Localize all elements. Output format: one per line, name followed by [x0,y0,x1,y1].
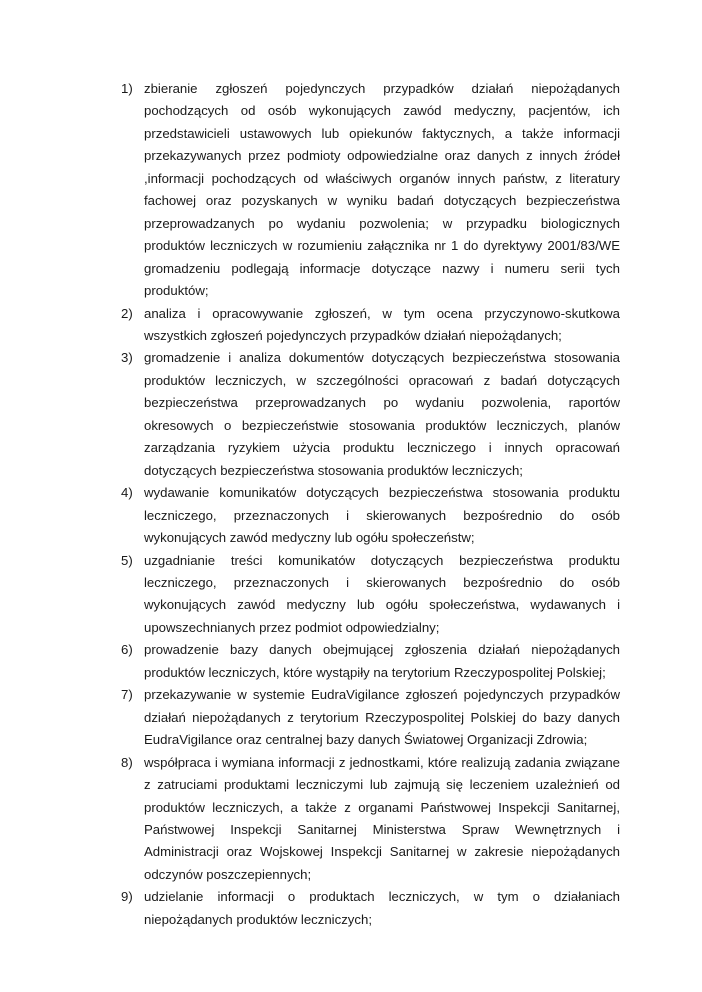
item-text: udzielanie informacji o produktach leczniczych, w tym o działaniach niepożądanych produktów leczniczych; [144,889,620,927]
item-text: współpraca i wymiana informacji z jednostkami, które realizują zadania związane z zatruciami produktami leczniczymi lub zajmują się leczeniem uzależnień od produktów leczniczych, a także z organami Państwowej Inspekcji Sanitarnej, Państwowej Inspekcji Sanitarnej Ministerstwa Spraw Wewnętrznych i Administracji oraz Wojskowej Inspekcji Sanitarnej w zakresie niepożądanych odczynów poszczepiennych; [144,754,620,882]
item-number: 9) [121,889,133,905]
item-text: uzgadnianie treści komunikatów dotyczących bezpieczeństwa produktu leczniczego, przeznaczonych i skierowanych bezpośrednio do osób wykonujących zawód medyczny lub ogółu społeczeństwa, wydawanych i upowszechnianych przez podmiot odpowiedzialny; [144,552,620,635]
item-number: 4) [121,485,133,501]
list-item [121,347,620,482]
item-number: 6) [121,642,133,658]
numbered-list [121,78,620,931]
item-text: zbieranie zgłoszeń pojedynczych przypadków działań niepożądanych pochodzących od osób wykonujących zawód medyczny, pacjentów, ich przedstawicieli ustawowych lub opiekunów faktycznych, a także informacji przekazywanych przez podmioty odpowiedzialne oraz danych z innych źródeł ,informacji pochodzących od właściwych organów innych państw, z literatury fachowej oraz pozyskanych w wyniku badań dotyczących bezpieczeństwa przeprowadzanych po wydaniu pozwolenia; w przypadku biologicznych produktów leczniczych w rozumieniu załącznika nr 1 do dyrektywy 2001/83/WE gromadzeniu podlegają informacje dotyczące nazwy i numeru serii tych produktów; [144,81,620,299]
item-text: gromadzenie i analiza dokumentów dotyczących bezpieczeństwa stosowania produktów leczniczych, w szczególności opracowań z badań dotyczących bezpieczeństwa przeprowadzanych po wydaniu pozwolenia, raportów okresowych o bezpieczeństwie stosowania produktów leczniczych, planów zarządzania ryzykiem użycia produktu leczniczego i innych opracowań dotyczących bezpieczeństwa stosowania produktów leczniczych; [144,350,620,478]
item-number: 7) [121,687,133,703]
item-number: 8) [121,754,133,770]
item-number: 5) [121,552,133,568]
item-text: prowadzenie bazy danych obejmującej zgłoszenia działań niepożądanych produktów leczniczych, które wystąpiły na terytorium Rzeczypospolitej Polskiej; [144,642,620,680]
list-item [121,78,620,303]
item-text: przekazywanie w systemie EudraVigilance zgłoszeń pojedynczych przypadków działań niepożądanych z terytorium Rzeczypospolitej Polskiej do bazy danych EudraVigilance oraz centralnej bazy danych Światowej Organizacji Zdrowia; [144,687,620,748]
document-page [121,78,620,931]
list-item [121,639,620,684]
list-item [121,684,620,751]
list-item [121,752,620,887]
item-number: 1) [121,81,133,96]
list-item [121,550,620,640]
list-item [121,303,620,348]
item-text: wydawanie komunikatów dotyczących bezpieczeństwa stosowania produktu leczniczego, przeznaczonych i skierowanych bezpośrednio do osób wykonujących zawód medyczny lub ogółu społeczeństw; [144,485,620,546]
list-item [121,482,620,549]
list-item [121,886,620,931]
item-number: 3) [121,350,133,366]
item-number: 2) [121,305,133,321]
item-text: analiza i opracowywanie zgłoszeń, w tym ocena przyczynowo-skutkowa wszystkich zgłoszeń pojedynczych przypadków działań niepożądanych; [144,305,620,343]
